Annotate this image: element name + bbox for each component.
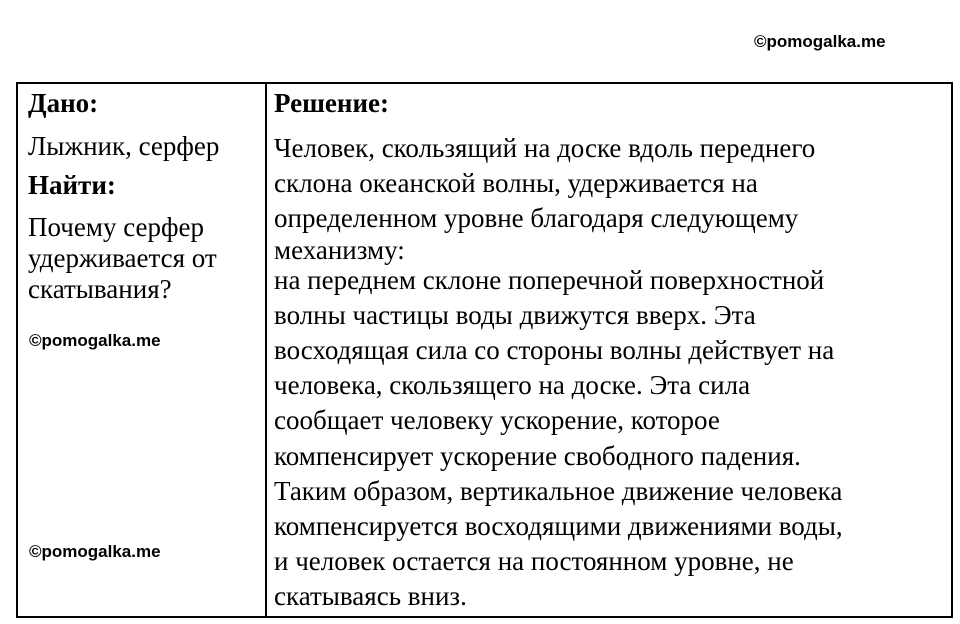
solution-line: механизму: [274,234,405,265]
given-heading: Дано: [28,88,99,118]
watermark-left-bottom: ©pomogalka.me [29,542,161,561]
solution-line: сообщает человеку ускорение, которое [274,405,720,436]
find-question [28,212,260,305]
solution-line: компенсирует ускорение свободного падения. [274,440,801,471]
given-column [28,88,260,305]
watermark-top: ©pomogalka.me [754,32,886,51]
solution-line: человека, скользящего на доске. Эта сила [274,370,751,401]
question-line: удерживается от [28,243,217,273]
column-divider [265,84,267,616]
given-value: Лыжник, серфер [28,131,220,161]
solution-line: склона океанской волны, удерживается на [274,168,758,199]
solution-line: скатываясь вниз. [274,581,467,612]
question-line: скатывания? [28,274,172,304]
solution-line: на переднем склоне поперечной поверхностной [274,264,825,295]
watermark-left-middle: ©pomogalka.me [29,331,161,350]
solution-text [274,131,946,615]
solution-line: компенсируется восходящими движениями воды, [274,511,843,542]
solution-column [274,88,946,615]
solution-line: восходящая сила со стороны волны действует на [274,335,835,366]
question-line: Почему серфер [28,212,204,242]
solution-line: и человек остается на постоянном уровне, не [274,546,794,577]
solution-line: Человек, скользящий на доске вдоль переднего [274,133,816,163]
solution-line: определенном уровне благодаря следующему [274,203,799,234]
solution-line: волны частицы воды движутся вверх. Эта [274,299,756,330]
solution-line: Таким образом, вертикальное движение человека [274,475,843,506]
find-heading: Найти: [28,170,116,200]
solution-heading: Решение: [274,88,389,118]
